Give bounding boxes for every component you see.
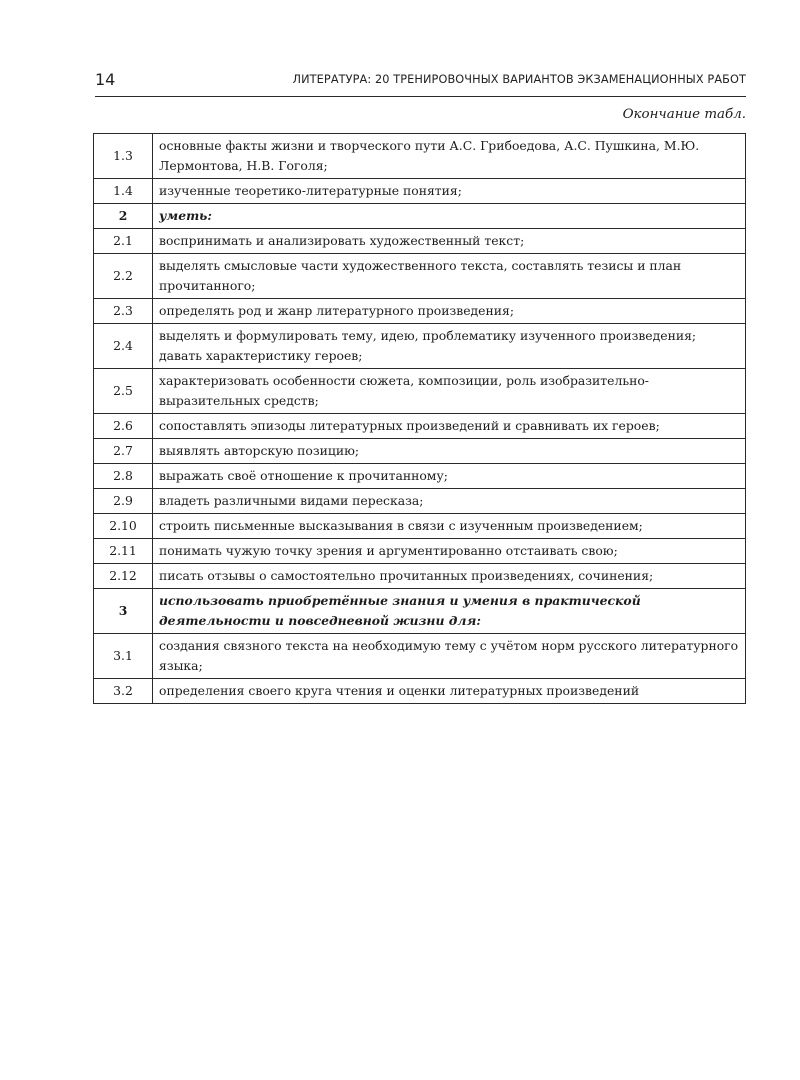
row-code: 3 [94,589,153,634]
row-description: выделять смысловые части художественного текста, составлять тезисы и план прочитанного; [153,254,746,299]
row-description: определять род и жанр литературного произведения; [153,299,746,324]
page-header [95,66,746,97]
table-row [94,324,746,369]
table-row [94,464,746,489]
table-row [94,539,746,564]
row-code: 2.6 [94,414,153,439]
row-description: писать отзывы о самостоятельно прочитанных произведениях, сочинения; [153,564,746,589]
row-code: 2 [94,204,153,229]
table-row [94,179,746,204]
row-code: 2.2 [94,254,153,299]
table-caption: Окончание табл. [622,107,746,122]
row-description: выделять и формулировать тему, идею, проблематику изученного произведения; давать характеристику героев; [153,324,746,369]
table-row [94,679,746,704]
row-description: уметь: [153,204,746,229]
row-description: строить письменные высказывания в связи с изученным произведением; [153,514,746,539]
table-row [94,634,746,679]
table-row [94,489,746,514]
table-row [94,229,746,254]
row-code: 2.7 [94,439,153,464]
table-row [94,299,746,324]
row-description: понимать чужую точку зрения и аргументированно отстаивать свою; [153,539,746,564]
table-body [94,134,746,704]
row-code: 1.4 [94,179,153,204]
row-code: 2.4 [94,324,153,369]
row-description: создания связного текста на необходимую тему с учётом норм русского литературного языка; [153,634,746,679]
row-code: 3.2 [94,679,153,704]
requirements-table [93,133,746,704]
row-description: выявлять авторскую позицию; [153,439,746,464]
table-row [94,564,746,589]
row-code: 2.5 [94,369,153,414]
table-row [94,134,746,179]
row-code: 2.11 [94,539,153,564]
page-number: 14 [95,70,116,89]
table-row [94,254,746,299]
section-row [94,589,746,634]
row-code: 2.1 [94,229,153,254]
table-row [94,514,746,539]
row-description: сопоставлять эпизоды литературных произведений и сравнивать их героев; [153,414,746,439]
table-row [94,439,746,464]
row-code: 2.8 [94,464,153,489]
row-description: основные факты жизни и творческого пути А.С. Грибоедова, А.С. Пушкина, М.Ю. Лермонтова, Н.В. Гоголя; [153,134,746,179]
row-code: 1.3 [94,134,153,179]
table-row [94,414,746,439]
row-code: 3.1 [94,634,153,679]
row-description: определения своего круга чтения и оценки литературных произведений [153,679,746,704]
row-description: выражать своё отношение к прочитанному; [153,464,746,489]
row-code: 2.9 [94,489,153,514]
row-description: изученные теоретико-литературные понятия; [153,179,746,204]
row-description: использовать приобретённые знания и умения в практической деятельности и повседневной жизни для: [153,589,746,634]
section-row [94,204,746,229]
row-code: 2.3 [94,299,153,324]
row-description: характеризовать особенности сюжета, композиции, роль изобразительно-выразительных средств; [153,369,746,414]
running-title: ЛИТЕРАТУРА: 20 ТРЕНИРОВОЧНЫХ ВАРИАНТОВ ЭКЗАМЕНАЦИОННЫХ РАБОТ [292,73,746,86]
row-description: владеть различными видами пересказа; [153,489,746,514]
row-code: 2.10 [94,514,153,539]
table-row [94,369,746,414]
row-description: воспринимать и анализировать художественный текст; [153,229,746,254]
row-code: 2.12 [94,564,153,589]
